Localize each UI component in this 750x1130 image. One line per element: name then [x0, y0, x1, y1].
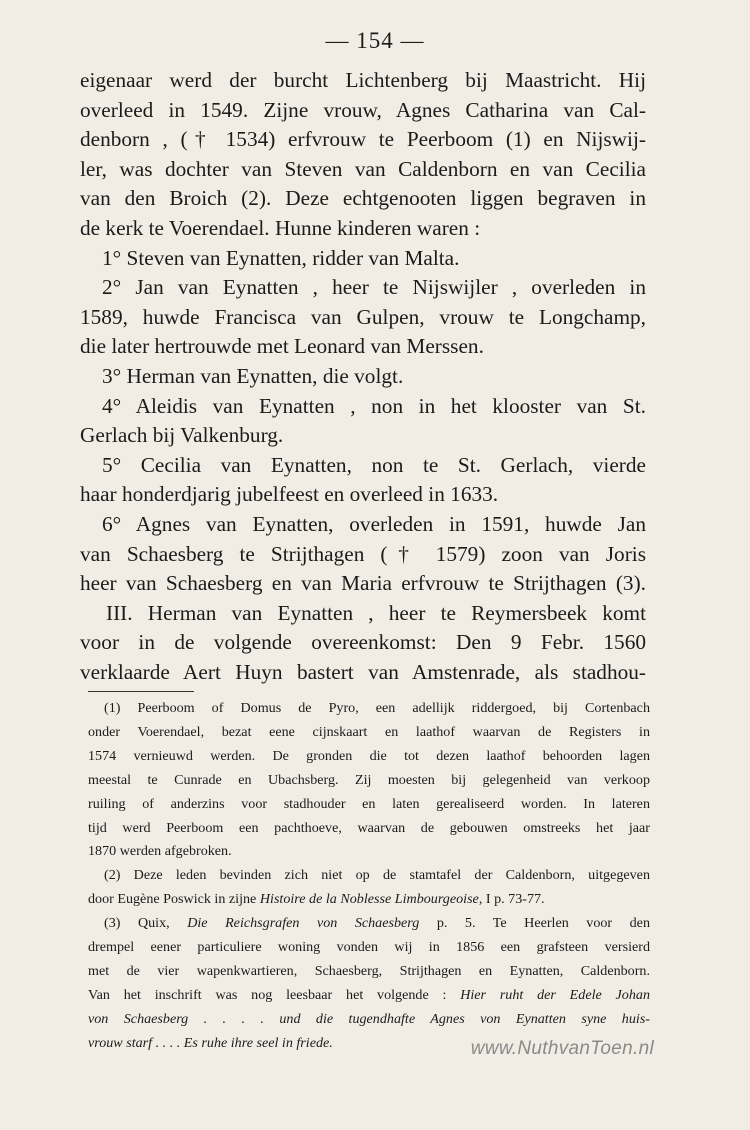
footnote-text: (1) Peerboom of Domus de Pyro, een adellijk riddergoed, bij Cortenbach [104, 700, 650, 716]
footnote-text: , I p. 73-77. [478, 891, 545, 908]
text-line: eigenaar werd der burcht Lichtenberg bij Maastricht. Hij [80, 68, 646, 92]
footnote-line [88, 1008, 650, 1032]
footnote-text: tijd werd Peerboom een pachthoeve, waarvan de gebouwen omstreeks het jaar [88, 819, 650, 836]
footnote-text: onder Voerendael, bezat eene cijnskaart en laathof waarvan de Registers in [88, 723, 650, 740]
text-line: heer van Schaesberg en van Maria erfvrouw te Strijthagen (3). [80, 571, 646, 596]
footnote-line [88, 888, 650, 912]
italic-text: Histoire de la Noblesse Limbourgeoise [259, 891, 479, 908]
footnote-text: ruiling of anderzins voor stadhouder en laten gerealiseerd worden. In lateren [88, 795, 650, 812]
italic-text: Hier ruht der Edele Johan [460, 986, 650, 1003]
footnote-line [88, 817, 650, 841]
footnote-text: p. 5. Te Heerlen voor den [419, 915, 650, 932]
text-line: 5° Cecilia van Eynatten, non te St. Gerlach, vierde [102, 452, 646, 477]
page-number: — 154 — [325, 28, 425, 53]
italic-text: Die Reichsgrafen von Schaesberg [187, 915, 420, 932]
text-line: III. Herman van Eynatten , heer te Reymersbeek komt [106, 600, 646, 625]
text-line: 2° Jan van Eynatten , heer te Nijswijler , overleden in [102, 275, 646, 300]
text-line: verklaarde Aert Huyn bastert van Amstenrade, als stadhou- [80, 659, 646, 684]
footnote-text: met de vier wapenkwartieren, Schaesberg, Strijthagen en Eynatten, Caldenborn. [88, 962, 650, 979]
footnote-text: meestal te Cunrade en Ubachsberg. Zij moesten bij gelegenheid van verkoop [88, 771, 650, 788]
footnote-line [88, 769, 650, 793]
text-line: 3° Herman van Eynatten, die volgt. [102, 363, 404, 388]
footnote-line [88, 840, 650, 864]
text-line: overleed in 1549. Zijne vrouw, Agnes Catharina van Cal- [80, 97, 646, 122]
footnote-line [88, 745, 650, 769]
text-line: van Schaesberg te Strijthagen († 1579) zoon van Joris [80, 541, 646, 566]
text-line: haar honderdjarig jubelfeest en overleed in 1633. [80, 482, 499, 507]
footnote-text: (3) Quix, [104, 915, 188, 932]
footnote-text: 1870 werden afgebroken. [88, 843, 232, 860]
footnote-line [88, 864, 650, 888]
footnote-line [88, 793, 650, 817]
footnote-line [88, 912, 650, 936]
footnotes [88, 697, 650, 1056]
footnote-line [88, 960, 650, 984]
footnote-line [88, 697, 650, 721]
footnote-divider [88, 691, 194, 692]
footnote-line [88, 984, 650, 1008]
footnote-text: (2) Deze leden bevinden zich niet op de stamtafel der Caldenborn, uitgegeven [104, 867, 650, 884]
text-line: die later hertrouwde met Leonard van Merssen. [80, 334, 484, 359]
footnote-text: drempel eener particuliere woning vonden wij in 1856 een grafsteen versierd [88, 939, 650, 956]
watermark: www.NuthvanToen.nl [470, 1038, 654, 1059]
text-line: ler, was dochter van Steven van Caldenborn en van Cecilia [80, 156, 646, 181]
italic-text: von Schaesberg . . . . und die tugendhafte Agnes von Eynatten syne huis- [88, 1010, 650, 1027]
text-line: 6° Agnes van Eynatten, overleden in 1591, huwde Jan [102, 511, 646, 536]
text-line: de kerk te Voerendael. Hunne kinderen waren : [80, 215, 481, 240]
text-line: voor in de volgende overeenkomst: Den 9 Febr. 1560 [80, 630, 646, 655]
footnote-text: door Eugène Poswick in zijne [88, 891, 260, 908]
main-text [80, 66, 646, 687]
text-line: 4° Aleidis van Eynatten , non in het klooster van St. [102, 393, 646, 418]
footnote-line [88, 721, 650, 745]
text-line: denborn , († 1534) erfvrouw te Peerboom (1) en Nijswij- [80, 127, 646, 152]
footnote-line [88, 936, 650, 960]
text-line: Gerlach bij Valkenburg. [80, 423, 284, 448]
text-line: 1589, huwde Francisca van Gulpen, vrouw te Longchamp, [80, 304, 646, 329]
italic-text: vrouw starf . . . . Es ruhe ihre seel in friede. [88, 1034, 333, 1051]
text-line: 1° Steven van Eynatten, ridder van Malta. [102, 245, 460, 270]
footnote-text: 1574 vernieuwd werden. De gronden die tot dezen laathof behoorden lagen [88, 747, 650, 764]
footnote-text: Van het inschrift was nog leesbaar het volgende : [88, 986, 461, 1003]
text-line: van den Broich (2). Deze echtgenooten liggen begraven in [80, 186, 646, 211]
